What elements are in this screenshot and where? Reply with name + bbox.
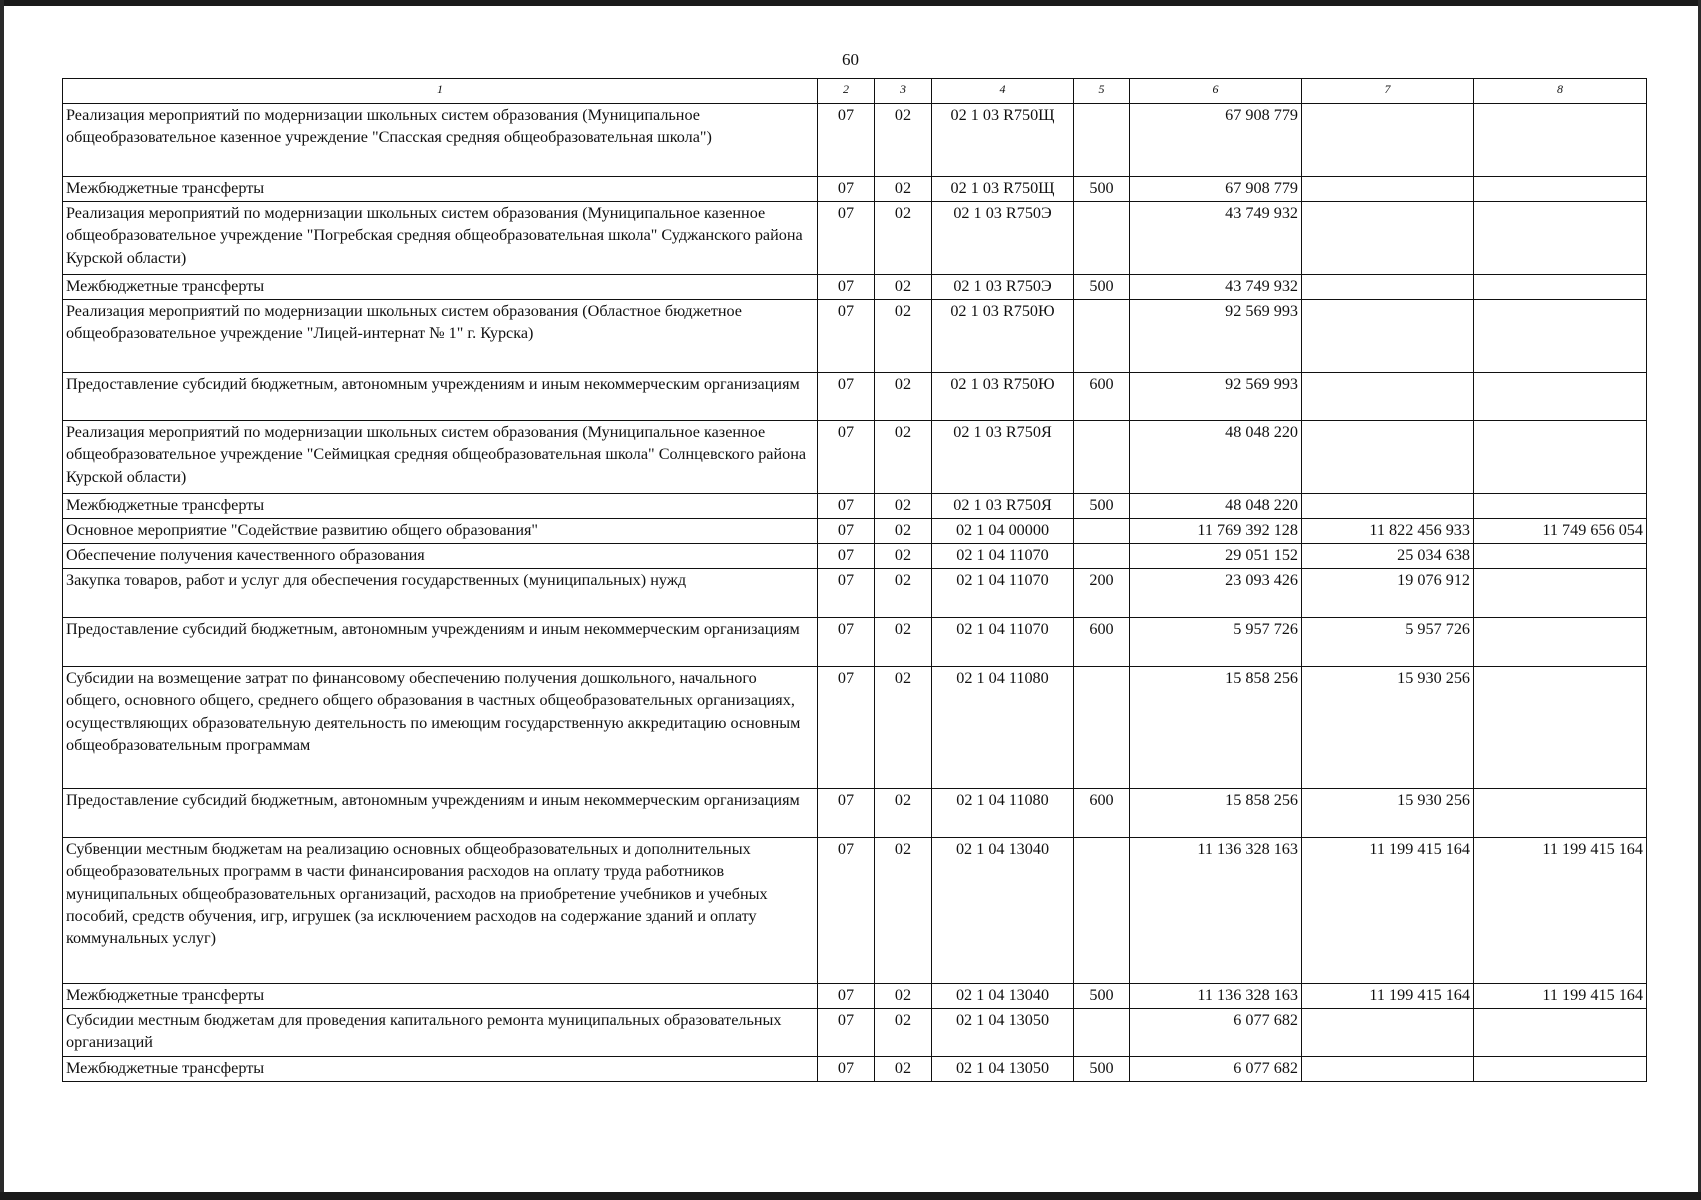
amount-col6-cell: 48 048 220 [1130, 421, 1302, 494]
row-name-cell: Субсидии на возмещение затрат по финансовому обеспечению получения дошкольного, начального общего, основного общего, среднего общего образования в частных общеобразовательных организациях, осуществляющих образовательную деятельность по имеющим государственную аккредитацию основным общеобразовательным программам [63, 667, 818, 789]
expense-type-cell: 600 [1074, 618, 1130, 667]
subsection-code-cell: 02 [875, 104, 932, 177]
target-item-cell: 02 1 03 R750Ю [932, 373, 1074, 421]
column-number: 1 [63, 79, 818, 104]
subsection-code-cell: 02 [875, 275, 932, 300]
table-row [63, 544, 1647, 569]
row-name-cell: Реализация мероприятий по модернизации школьных систем образования (Муниципальное казенное общеобразовательное учреждение "Погребская средняя общеобразовательная школа" Суджанского района Курской области) [63, 202, 818, 275]
row-name-cell: Основное мероприятие "Содействие развитию общего образования" [63, 519, 818, 544]
table-row [63, 519, 1647, 544]
amount-col6-cell: 67 908 779 [1130, 104, 1302, 177]
row-name-cell: Реализация мероприятий по модернизации школьных систем образования (Муниципальное казенное общеобразовательное учреждение "Сеймицкая средняя общеобразовательная школа" Солнцевского района Курской области) [63, 421, 818, 494]
section-code-cell: 07 [818, 789, 875, 838]
target-item-cell: 02 1 04 13040 [932, 984, 1074, 1009]
table-row [63, 1009, 1647, 1057]
target-item-cell: 02 1 04 11070 [932, 618, 1074, 667]
row-name-cell: Реализация мероприятий по модернизации школьных систем образования (Муниципальное общеобразовательное казенное учреждение "Спасская средняя общеобразовательная школа") [63, 104, 818, 177]
scan-border-bottom [0, 1192, 1701, 1200]
section-code-cell: 07 [818, 373, 875, 421]
amount-col8-cell [1474, 789, 1647, 838]
row-name-cell: Обеспечение получения качественного образования [63, 544, 818, 569]
table-row [63, 202, 1647, 275]
expense-type-cell: 200 [1074, 569, 1130, 618]
row-name-cell: Межбюджетные трансферты [63, 177, 818, 202]
section-code-cell: 07 [818, 494, 875, 519]
column-number: 6 [1130, 79, 1302, 104]
amount-col8-cell [1474, 544, 1647, 569]
amount-col8-cell: 11 199 415 164 [1474, 984, 1647, 1009]
target-item-cell: 02 1 04 13040 [932, 838, 1074, 984]
target-item-cell: 02 1 03 R750Щ [932, 104, 1074, 177]
target-item-cell: 02 1 04 11080 [932, 667, 1074, 789]
column-number: 7 [1302, 79, 1474, 104]
amount-col8-cell [1474, 421, 1647, 494]
amount-col7-cell [1302, 104, 1474, 177]
target-item-cell: 02 1 04 13050 [932, 1057, 1074, 1082]
section-code-cell: 07 [818, 421, 875, 494]
expense-type-cell [1074, 667, 1130, 789]
subsection-code-cell: 02 [875, 519, 932, 544]
amount-col8-cell: 11 199 415 164 [1474, 838, 1647, 984]
amount-col8-cell [1474, 275, 1647, 300]
target-item-cell: 02 1 03 R750Щ [932, 177, 1074, 202]
subsection-code-cell: 02 [875, 569, 932, 618]
amount-col7-cell [1302, 1057, 1474, 1082]
table-row [63, 104, 1647, 177]
row-name-cell: Межбюджетные трансферты [63, 494, 818, 519]
target-item-cell: 02 1 03 R750Э [932, 202, 1074, 275]
expense-type-cell: 500 [1074, 177, 1130, 202]
amount-col6-cell: 6 077 682 [1130, 1009, 1302, 1057]
column-number: 3 [875, 79, 932, 104]
column-number: 5 [1074, 79, 1130, 104]
target-item-cell: 02 1 03 R750Э [932, 275, 1074, 300]
subsection-code-cell: 02 [875, 373, 932, 421]
amount-col6-cell: 48 048 220 [1130, 494, 1302, 519]
row-name-cell: Предоставление субсидий бюджетным, автономным учреждениям и иным некоммерческим организациям [63, 789, 818, 838]
expense-type-cell [1074, 104, 1130, 177]
expense-type-cell [1074, 1009, 1130, 1057]
expense-type-cell [1074, 838, 1130, 984]
amount-col7-cell: 19 076 912 [1302, 569, 1474, 618]
amount-col8-cell [1474, 177, 1647, 202]
amount-col8-cell [1474, 569, 1647, 618]
target-item-cell: 02 1 03 R750Ю [932, 300, 1074, 373]
expense-type-cell [1074, 202, 1130, 275]
column-number: 2 [818, 79, 875, 104]
amount-col8-cell [1474, 1009, 1647, 1057]
row-name-cell: Межбюджетные трансферты [63, 984, 818, 1009]
expense-type-cell [1074, 300, 1130, 373]
table-row [63, 300, 1647, 373]
column-number: 8 [1474, 79, 1647, 104]
table-row [63, 789, 1647, 838]
amount-col8-cell [1474, 373, 1647, 421]
table-row [63, 1057, 1647, 1082]
target-item-cell: 02 1 04 00000 [932, 519, 1074, 544]
expense-type-cell: 500 [1074, 275, 1130, 300]
amount-col8-cell: 11 749 656 054 [1474, 519, 1647, 544]
amount-col8-cell [1474, 104, 1647, 177]
amount-col6-cell: 11 136 328 163 [1130, 838, 1302, 984]
expense-type-cell [1074, 519, 1130, 544]
subsection-code-cell: 02 [875, 618, 932, 667]
amount-col6-cell: 11 136 328 163 [1130, 984, 1302, 1009]
subsection-code-cell: 02 [875, 789, 932, 838]
amount-col8-cell [1474, 494, 1647, 519]
expense-type-cell: 500 [1074, 1057, 1130, 1082]
amount-col7-cell: 15 930 256 [1302, 667, 1474, 789]
amount-col8-cell [1474, 618, 1647, 667]
amount-col6-cell: 15 858 256 [1130, 667, 1302, 789]
row-name-cell: Закупка товаров, работ и услуг для обеспечения государственных (муниципальных) нужд [63, 569, 818, 618]
table-row [63, 569, 1647, 618]
section-code-cell: 07 [818, 300, 875, 373]
page-number: 60 [842, 50, 859, 69]
subsection-code-cell: 02 [875, 984, 932, 1009]
table-row [63, 177, 1647, 202]
target-item-cell: 02 1 04 11070 [932, 544, 1074, 569]
section-code-cell: 07 [818, 544, 875, 569]
amount-col7-cell [1302, 300, 1474, 373]
target-item-cell: 02 1 04 13050 [932, 1009, 1074, 1057]
row-name-cell: Субсидии местным бюджетам для проведения капитального ремонта муниципальных образовательных организаций [63, 1009, 818, 1057]
table-row [63, 838, 1647, 984]
subsection-code-cell: 02 [875, 300, 932, 373]
amount-col6-cell: 15 858 256 [1130, 789, 1302, 838]
amount-col7-cell [1302, 373, 1474, 421]
amount-col7-cell [1302, 421, 1474, 494]
table-row [63, 421, 1647, 494]
amount-col6-cell: 11 769 392 128 [1130, 519, 1302, 544]
amount-col7-cell: 11 199 415 164 [1302, 984, 1474, 1009]
scan-border-left [0, 0, 4, 1200]
subsection-code-cell: 02 [875, 667, 932, 789]
section-code-cell: 07 [818, 177, 875, 202]
expense-type-cell: 600 [1074, 373, 1130, 421]
subsection-code-cell: 02 [875, 421, 932, 494]
table-row [63, 494, 1647, 519]
subsection-code-cell: 02 [875, 838, 932, 984]
amount-col6-cell: 43 749 932 [1130, 275, 1302, 300]
amount-col7-cell: 11 822 456 933 [1302, 519, 1474, 544]
scan-border-top [0, 0, 1701, 6]
amount-col6-cell: 5 957 726 [1130, 618, 1302, 667]
expense-type-cell [1074, 544, 1130, 569]
amount-col7-cell: 5 957 726 [1302, 618, 1474, 667]
amount-col6-cell: 43 749 932 [1130, 202, 1302, 275]
target-item-cell: 02 1 04 11080 [932, 789, 1074, 838]
amount-col7-cell [1302, 275, 1474, 300]
amount-col8-cell [1474, 1057, 1647, 1082]
subsection-code-cell: 02 [875, 1057, 932, 1082]
amount-col8-cell [1474, 202, 1647, 275]
target-item-cell: 02 1 03 R750Я [932, 421, 1074, 494]
amount-col7-cell: 25 034 638 [1302, 544, 1474, 569]
subsection-code-cell: 02 [875, 202, 932, 275]
table-row [63, 667, 1647, 789]
table-row [63, 275, 1647, 300]
amount-col6-cell: 23 093 426 [1130, 569, 1302, 618]
amount-col8-cell [1474, 667, 1647, 789]
subsection-code-cell: 02 [875, 494, 932, 519]
amount-col7-cell: 11 199 415 164 [1302, 838, 1474, 984]
amount-col6-cell: 67 908 779 [1130, 177, 1302, 202]
column-number: 4 [932, 79, 1074, 104]
subsection-code-cell: 02 [875, 1009, 932, 1057]
amount-col8-cell [1474, 300, 1647, 373]
amount-col7-cell [1302, 1009, 1474, 1057]
subsection-code-cell: 02 [875, 177, 932, 202]
section-code-cell: 07 [818, 1009, 875, 1057]
amount-col6-cell: 29 051 152 [1130, 544, 1302, 569]
section-code-cell: 07 [818, 984, 875, 1009]
table-row [63, 618, 1647, 667]
section-code-cell: 07 [818, 275, 875, 300]
amount-col7-cell [1302, 494, 1474, 519]
expense-type-cell: 500 [1074, 984, 1130, 1009]
amount-col7-cell [1302, 202, 1474, 275]
amount-col6-cell: 92 569 993 [1130, 300, 1302, 373]
section-code-cell: 07 [818, 1057, 875, 1082]
section-code-cell: 07 [818, 202, 875, 275]
amount-col7-cell: 15 930 256 [1302, 789, 1474, 838]
row-name-cell: Реализация мероприятий по модернизации школьных систем образования (Областное бюджетное общеобразовательное учреждение "Лицей-интернат № 1" г. Курска) [63, 300, 818, 373]
expense-type-cell: 600 [1074, 789, 1130, 838]
table-row [63, 984, 1647, 1009]
table-row [63, 373, 1647, 421]
row-name-cell: Межбюджетные трансферты [63, 275, 818, 300]
row-name-cell: Субвенции местным бюджетам на реализацию основных общеобразовательных и дополнительных общеобразовательных программ в части финансирования расходов на оплату труда работников муниципальных общеобразовательных организаций, расходов на приобретение учебников и учебных пособий, средств обучения, игр, игрушек (за исключением расходов на содержание зданий и оплату коммунальных услуг) [63, 838, 818, 984]
target-item-cell: 02 1 03 R750Я [932, 494, 1074, 519]
budget-table-container [62, 78, 1646, 1082]
budget-table [62, 78, 1647, 1082]
budget-table-body [63, 104, 1647, 1082]
section-code-cell: 07 [818, 104, 875, 177]
subsection-code-cell: 02 [875, 544, 932, 569]
row-name-cell: Предоставление субсидий бюджетным, автономным учреждениям и иным некоммерческим организациям [63, 618, 818, 667]
expense-type-cell [1074, 421, 1130, 494]
expense-type-cell: 500 [1074, 494, 1130, 519]
column-number-row [63, 79, 1647, 104]
row-name-cell: Межбюджетные трансферты [63, 1057, 818, 1082]
section-code-cell: 07 [818, 618, 875, 667]
target-item-cell: 02 1 04 11070 [932, 569, 1074, 618]
section-code-cell: 07 [818, 519, 875, 544]
amount-col6-cell: 6 077 682 [1130, 1057, 1302, 1082]
amount-col6-cell: 92 569 993 [1130, 373, 1302, 421]
row-name-cell: Предоставление субсидий бюджетным, автономным учреждениям и иным некоммерческим организациям [63, 373, 818, 421]
section-code-cell: 07 [818, 667, 875, 789]
section-code-cell: 07 [818, 569, 875, 618]
amount-col7-cell [1302, 177, 1474, 202]
section-code-cell: 07 [818, 838, 875, 984]
